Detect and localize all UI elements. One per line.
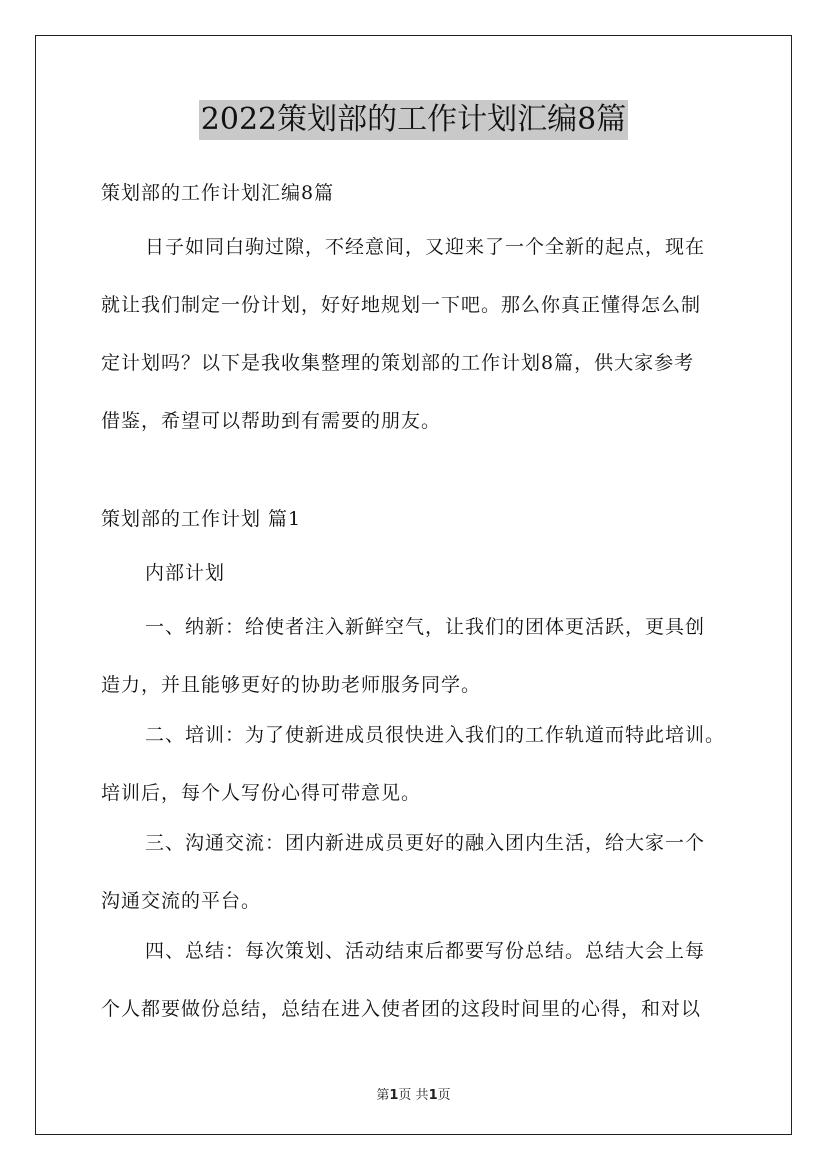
plan-item-line: 造力，并且能够更好的协助老师服务同学。: [101, 674, 482, 696]
plan-item-line: 培训后，每个人写份心得可带意见。: [101, 782, 422, 804]
total-pages: 1: [428, 1088, 438, 1103]
intro-line: 借鉴，希望可以帮助到有需要的朋友。: [101, 410, 442, 432]
document-subtitle: 策划部的工作计划汇编8篇: [101, 182, 335, 204]
plan-item: [101, 706, 731, 822]
intro-line: 日子如同白驹过隙，不经意间，又迎来了一个全新的起点，现在: [145, 236, 706, 258]
page-number: 1: [389, 1088, 399, 1103]
plan-item-line: 一、纳新：给使者注入新鲜空气，让我们的团体更活跃，更具创: [145, 616, 706, 638]
intro-line: 定计划吗？以下是我收集整理的策划部的工作计划8篇，供大家参考: [101, 352, 695, 374]
plan-item-line: 三、沟通交流：团内新进成员更好的融入团内生活，给大家一个: [145, 832, 706, 854]
plan-item-line: 沟通交流的平台。: [101, 890, 262, 912]
plan-item: [101, 814, 731, 930]
plan-item-line: 二、培训：为了使新进成员很快进入我们的工作轨道而特此培训。: [145, 724, 726, 746]
document-title: 2022策划部的工作计划汇编8篇: [199, 100, 628, 140]
intro-line: 就让我们制定一份计划，好好地规划一下吧。那么你真正懂得怎么制: [101, 294, 702, 316]
title-container: [0, 100, 827, 140]
page-footer: [0, 1084, 827, 1103]
intro-paragraph: [101, 218, 731, 450]
plan-item-line: 个人都要做份总结，总结在进入使者团的这段时间里的心得，和对以: [101, 998, 702, 1020]
plan-item: [101, 598, 731, 714]
plan-item-line: 四、总结：每次策划、活动结束后都要写份总结。总结大会上每: [145, 940, 706, 962]
page-suffix: 页 共: [398, 1088, 429, 1103]
total-suffix: 页: [437, 1088, 451, 1103]
section-heading: 策划部的工作计划 篇1: [101, 508, 302, 530]
page-label: 第: [376, 1088, 390, 1103]
plan-item: [101, 922, 731, 1038]
internal-plan-label: 内部计划: [145, 562, 226, 584]
